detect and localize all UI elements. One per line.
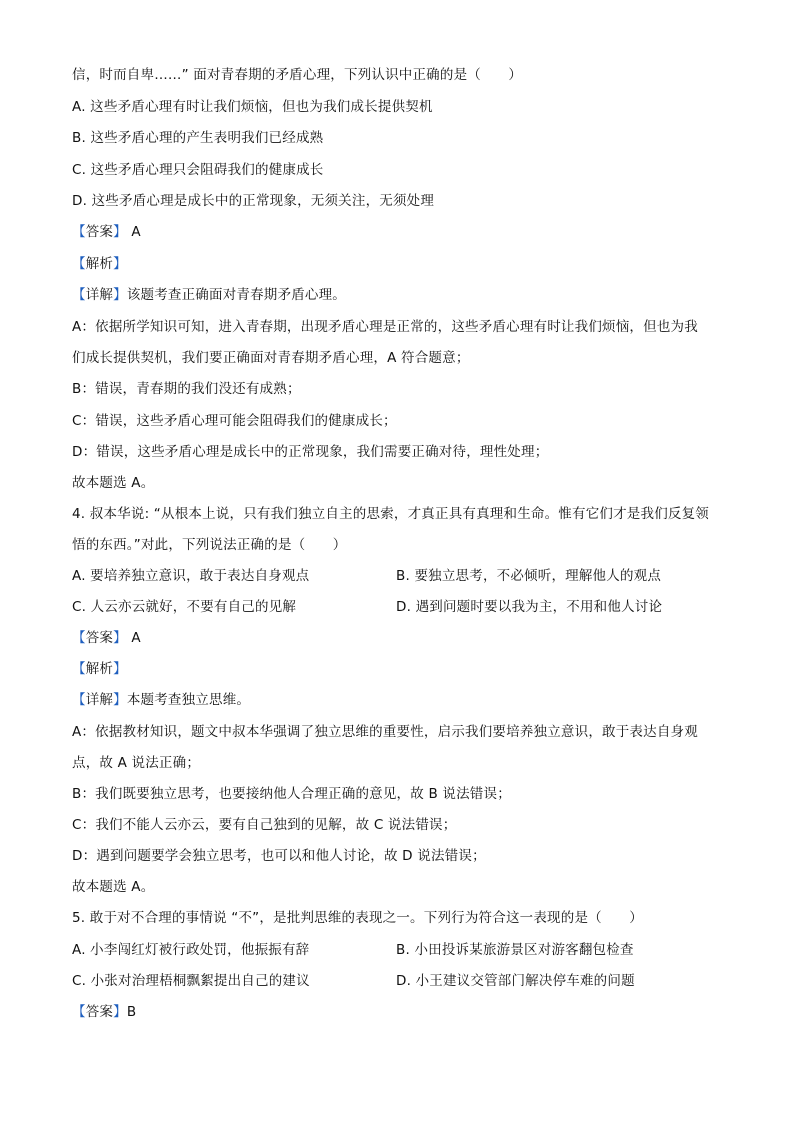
q3-option-b: B. 这些矛盾心理的产生表明我们已经成熟 <box>72 130 324 146</box>
q3-explanation-d: D：错误，这些矛盾心理是成长中的正常现象，我们需要正确对待，理性处理； <box>72 444 549 460</box>
q3-detail-bracket-open: 【 <box>72 287 86 303</box>
q4-detail-bracket-open: 【 <box>72 692 86 708</box>
q4-option-d: D. 遇到问题时要以我为主，不用和他人讨论 <box>396 599 663 615</box>
q4-answer-line <box>72 629 141 647</box>
q3-explanation-a1: A：依据所学知识可知，进入青春期，出现矛盾心理是正常的，这些矛盾心理有时让我们烦恼，但也为我 <box>72 319 698 335</box>
q5-answer-line <box>72 1003 136 1021</box>
q4-explanation-a1: A：依据教材知识，题文中叔本华强调了独立思维的重要性，启示我们要培养独立意识，敢于表达自身观 <box>72 724 698 740</box>
q5-option-c: C. 小张对治理梧桐飘絮提出自己的建议 <box>72 973 310 989</box>
q3-explanation-c: C：错误，这些矛盾心理可能会阻碍我们的健康成长； <box>72 413 397 429</box>
q3-stem-tail: 信，时而自卑……” 面对青春期的矛盾心理，下列认识中正确的是（ ） <box>72 67 523 83</box>
q4-stem-line2: 悟的东西。”对此，下列说法正确的是（ ） <box>72 537 347 553</box>
q3-analysis-bracket-open: 【 <box>72 256 86 272</box>
q5-answer-bracket-close: 】 <box>113 1004 127 1020</box>
q3-answer-line <box>72 223 141 241</box>
q3-answer-tag: 答案 <box>85 224 114 240</box>
q4-option-a: A. 要培养独立意识，敢于表达自身观点 <box>72 568 310 584</box>
q5-answer-bracket-open: 【 <box>72 1004 86 1020</box>
q3-analysis-tag: 解析 <box>85 256 114 272</box>
q3-analysis-bracket-close: 】 <box>113 256 127 272</box>
q3-detail-bracket-close: 】 <box>113 287 127 303</box>
q5-option-a: A. 小李闯红灯被行政处罚，他振振有辞 <box>72 942 310 958</box>
q4-explanation-a2: 点，故 A 说法正确； <box>72 755 201 771</box>
q3-conclusion: 故本题选 A。 <box>72 475 155 491</box>
q4-stem-line1: 4. 叔本华说: “从根本上说，只有我们独立自主的思索，才真正具有真理和生命。惟有它们才是我们反复领 <box>72 506 710 522</box>
q3-option-d: D. 这些矛盾心理是成长中的正常现象，无须关注，无须处理 <box>72 193 435 209</box>
q3-explanation-a2: 们成长提供契机，我们要正确面对青春期矛盾心理，A 符合题意； <box>72 350 470 366</box>
q5-answer-tag: 答案 <box>85 1004 114 1020</box>
q3-answer-bracket-open: 【 <box>72 224 86 240</box>
q4-answer-value: A <box>131 630 141 646</box>
q3-answer-bracket-close: 】 <box>113 224 127 240</box>
q4-analysis-bracket-open: 【 <box>72 661 86 677</box>
q4-option-b: B. 要独立思考，不必倾听，理解他人的观点 <box>396 568 662 584</box>
q3-detail-text: 该题考查正确面对青春期矛盾心理。 <box>126 287 347 303</box>
q5-option-b: B. 小田投诉某旅游景区对游客翻包检查 <box>396 942 634 958</box>
q3-explanation-b: B：错误，青春期的我们没还有成熟； <box>72 381 301 397</box>
q5-option-d: D. 小王建议交管部门解决停车难的问题 <box>396 973 635 989</box>
q3-option-a: A. 这些矛盾心理有时让我们烦恼，但也为我们成长提供契机 <box>72 99 433 115</box>
q4-detail-tag: 详解 <box>85 692 114 708</box>
q5-answer-value: B <box>126 1004 137 1020</box>
q4-detail-text: 本题考查独立思维。 <box>126 692 251 708</box>
q4-explanation-b: B：我们既要独立思考，也要接纳他人合理正确的意见，故 B 说法错误； <box>72 786 511 802</box>
q4-analysis-line <box>72 660 127 678</box>
q4-conclusion: 故本题选 A。 <box>72 879 155 895</box>
q4-analysis-bracket-close: 】 <box>113 661 127 677</box>
q3-option-c: C. 这些矛盾心理只会阻碍我们的健康成长 <box>72 162 324 178</box>
q3-answer-value: A <box>131 224 141 240</box>
q4-detail-line <box>72 691 250 709</box>
q3-detail-line <box>72 286 346 304</box>
q4-explanation-d: D：遇到问题要学会独立思考，也可以和他人讨论，故 D 说法错误； <box>72 848 486 864</box>
q4-detail-bracket-close: 】 <box>113 692 127 708</box>
q5-stem: 5. 敢于对不合理的事情说 “不”，是批判思维的表现之一。下列行为符合这一表现的是（ ） <box>72 910 643 926</box>
q4-answer-bracket-close: 】 <box>113 630 127 646</box>
q4-explanation-c: C：我们不能人云亦云，要有自己独到的见解，故 C 说法错误； <box>72 817 457 833</box>
q3-detail-tag: 详解 <box>85 287 114 303</box>
q4-answer-tag: 答案 <box>85 630 114 646</box>
q3-analysis-line <box>72 255 127 273</box>
q4-option-c: C. 人云亦云就好，不要有自己的见解 <box>72 599 297 615</box>
q4-analysis-tag: 解析 <box>85 661 114 677</box>
q4-answer-bracket-open: 【 <box>72 630 86 646</box>
